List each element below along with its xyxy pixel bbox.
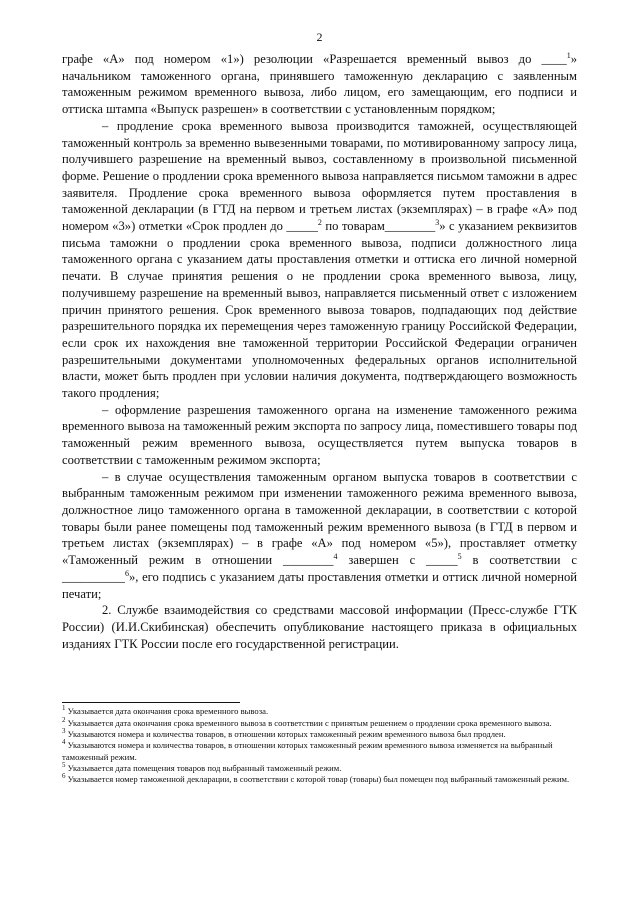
paragraph-text: – продление срока временного вывоза производится таможней, осуществляющей таможенный контроль за временно вывезенными товарами, по мотивированному запросу лица, получившего разрешение на временный вывоз, составленному в произвольной письменной форме. Решение о продлении срока временного вывоза направляется письмом таможни в адрес заявителя. Продление срока временного вывоза оформляется путем проставления в таможенной декларации (в ГТД на первом и третьем листах (экземплярах) – в графе «А» под номером «3») отметки «Срок продлен до _____ [62, 118, 577, 234]
footnote [62, 760, 577, 774]
paragraph-text: 2. Службе взаимодействия со средствами массовой информации (Пресс-службе ГТК России) (И.И.Скибинская) обеспечить опубликование настоящего приказа в официальных изданиях ГТК России после его государственной регистрации. [62, 603, 577, 651]
footnote [62, 740, 577, 763]
paragraph-text: – в случае осуществления таможенным органом выпуска товаров в соответствии с выбранным таможенным режимом при изменении таможенного режима временного вывоза, должностное лицо таможенного органа в таможенной декларации, в соответствии с которой товары были ранее помещены под таможенный режим временного вывоза (в ГТД в первом и третьем листах (экземплярах) – в графе «А» под номером «5»), проставляет отметку «Таможенный режим в отношении ________ [62, 469, 577, 568]
footnote-ref: 4 [333, 551, 338, 561]
paragraph-press-service [62, 602, 577, 652]
paragraph-regime-change-export [62, 402, 577, 469]
paragraph-text: – оформление разрешения таможенного органа на изменение таможенного режима временного вывоза на таможенный режим экспорта по запросу лица, поместившего товары под таможенный режим временного вывоза, осуществляется путем выпуска товаров в соответствии с таможенным режимом экспорта; [62, 402, 577, 467]
paragraph-text: по товарам________ [321, 219, 436, 234]
paragraph-text: графе «А» под номером «1») резолюции «Разрешается временный вывоз до ____ [62, 52, 567, 66]
footnote-ref: 5 [457, 551, 462, 561]
footnote-text: Указывается номер таможенной декларации, в соответствии с которой товар (товары) был помещен под выбранный таможенный режим. [67, 774, 570, 785]
footnote-ref: 1 [566, 50, 571, 60]
footnote-ref: 2 [317, 217, 322, 227]
footnote-text: Указывается дата помещения товаров под выбранный таможенный режим. [67, 762, 342, 773]
paragraph-text: завершен с _____ [337, 553, 458, 568]
footnote-text: Указываются номера и количества товаров, в отношении которых таможенный режим временного вывоза был продлен. [67, 728, 506, 739]
footnote-text: Указывается дата окончания срока временного вывоза в соответствии с принятым решением о продлении срока временного вывоза. [67, 717, 552, 728]
paragraph-resolution-end [62, 51, 577, 118]
paragraph-text: » с указанием реквизитов письма таможни о продлении срока временного вывоза, подписи должностного лица таможенного органа с указанием даты проставления отметки и оттиска его личной номерной печати. В случае принятия решения о не продлении срока временного вывоза, лицу, получившему разрешение на временный вывоз, направляется письменный ответ с изложением причин принятого решения. Срок временного вывоза товаров, подпадающих под действие разрешительного порядка их перемещения через таможенную границу Российской Федерации, если срок их нахождения вне таможенной территории Российской Федерации ограничен разрешительными документами уполномоченных федеральных органов исполнительной власти, может быть продлен при условии наличия документа, подтверждающего возможность такого продления; [62, 219, 577, 401]
paragraph-text: », его подпись с указанием даты проставления отметки и оттиск личной номерной печати; [62, 569, 577, 601]
footnote [62, 715, 577, 729]
paragraph-extension-of-term [62, 118, 577, 402]
footnote-ref: 3 [435, 217, 440, 227]
document-page [62, 30, 577, 785]
footnote-ref: 6 [124, 568, 129, 578]
footnote-number: 5 [62, 760, 66, 769]
footnote [62, 774, 577, 785]
paragraph-text: » начальником таможенного органа, принявшего таможенную декларацию с заявленным таможенным режимом временного вывоза, либо лицом, его замещающим, его подписи и оттиска штампа «Выпуск разрешен» в соответствии с установленным порядком; [62, 52, 577, 117]
document-body [62, 51, 577, 652]
footnote-number: 1 [62, 704, 66, 713]
footnote-number: 4 [62, 738, 66, 747]
footnote-number: 2 [62, 715, 66, 724]
footnote-number: 6 [62, 772, 66, 781]
footnote [62, 729, 577, 740]
footnote [62, 706, 577, 717]
footnote-text: Указывается дата окончания срока временного вывоза. [67, 706, 269, 717]
footnotes [62, 706, 577, 785]
paragraph-text: в соответствии с __________ [62, 553, 577, 584]
paragraph-regime-change-release [62, 469, 577, 603]
footnote-number: 3 [62, 727, 66, 736]
footnote-text: Указываются номера и количества товаров, в отношении которых таможенный режим временного вывоза изменяется на выбранный таможенный режим. [62, 740, 553, 762]
footnote-separator [62, 702, 240, 703]
page-number: 2 [316, 30, 323, 44]
